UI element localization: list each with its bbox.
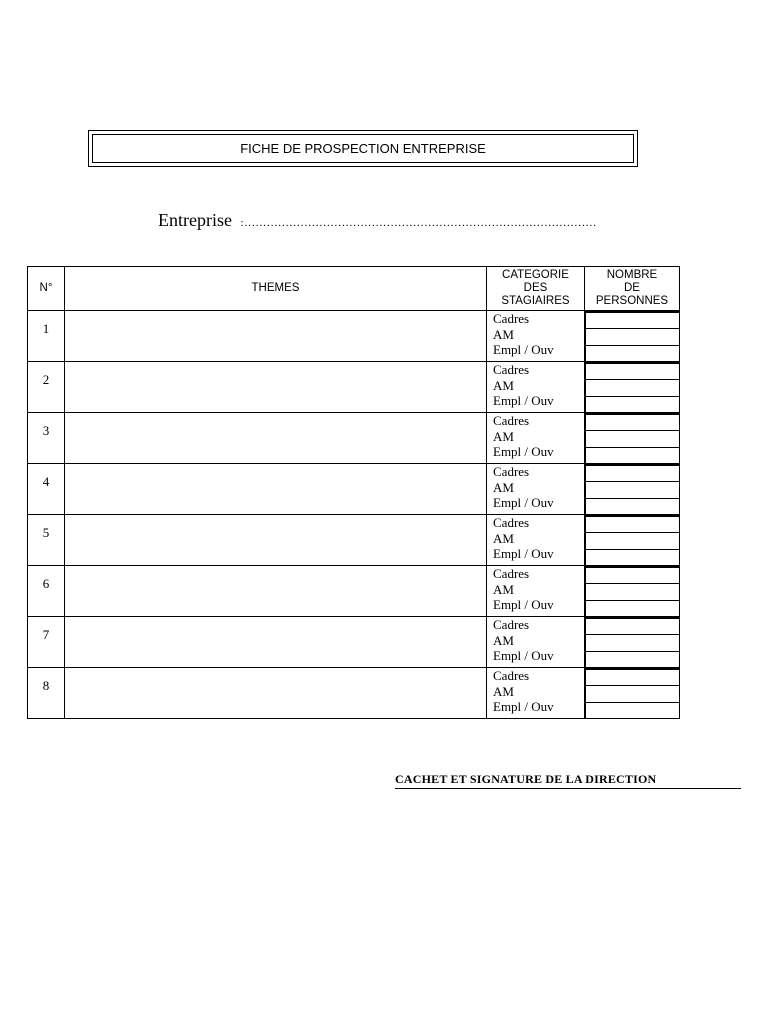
theme-cell[interactable] [65,413,487,464]
company-label: Entreprise [158,210,232,230]
table-row [28,668,680,719]
prospection-table [27,266,680,719]
count-input-cell[interactable] [585,329,679,345]
count-input-cell[interactable] [585,413,679,431]
table-row [28,311,680,362]
count-input-cell[interactable] [585,566,679,584]
count-input-cell[interactable] [585,499,679,514]
category-label: Empl / Ouv [493,444,554,459]
category-label: Empl / Ouv [493,495,554,510]
count-input-cell[interactable] [585,601,679,616]
table-header-row [28,267,680,311]
count-input-cell[interactable] [585,346,679,361]
category-label: AM [493,428,514,444]
table-row [28,413,680,464]
row-number-cell [28,617,65,668]
theme-cell[interactable] [65,464,487,515]
category-label: Cadres [493,311,530,326]
count-box [585,413,679,463]
category-cell [487,413,585,464]
category-cell [487,515,585,566]
signature-label: CACHET ET SIGNATURE DE LA DIRECTION [395,772,741,789]
category-label: Cadres [493,413,530,428]
theme-cell[interactable] [65,362,487,413]
theme-cell[interactable] [65,617,487,668]
count-box [585,311,679,361]
count-input-cell[interactable] [585,617,679,635]
category-label: AM [493,632,514,648]
header-count [585,267,680,311]
count-input-cell[interactable] [585,448,679,463]
count-input-cell[interactable] [585,668,679,686]
row-number-cell [28,362,65,413]
theme-cell[interactable] [65,668,487,719]
count-input-cell[interactable] [585,584,679,600]
count-cell [585,413,680,464]
category-label: Empl / Ouv [493,648,554,663]
row-number: 6 [42,576,50,591]
row-number: 7 [42,627,50,642]
count-input-cell[interactable] [585,464,679,482]
count-cell [585,668,680,719]
title-box [88,130,638,167]
row-number: 2 [42,372,50,387]
row-number: 3 [42,423,50,438]
row-number-cell [28,311,65,362]
count-box [585,617,679,667]
count-input-cell[interactable] [585,652,679,667]
category-cell [487,617,585,668]
category-label: AM [493,479,514,495]
category-label: Cadres [493,464,530,479]
count-input-cell[interactable] [585,397,679,412]
count-cell [585,362,680,413]
header-count-line: NOMBRE [606,269,658,281]
count-box [585,464,679,514]
count-box [585,515,679,565]
count-cell [585,464,680,515]
theme-cell[interactable] [65,566,487,617]
row-number-cell [28,464,65,515]
count-input-cell[interactable] [585,515,679,533]
category-label: Cadres [493,515,530,530]
count-input-cell[interactable] [585,362,679,380]
category-label: AM [493,581,514,597]
category-label: Empl / Ouv [493,546,554,561]
category-label: Empl / Ouv [493,597,554,612]
count-cell [585,566,680,617]
count-input-cell[interactable] [585,482,679,498]
header-category-line: DES [523,282,548,294]
category-label: AM [493,683,514,699]
count-cell [585,515,680,566]
row-number: 5 [42,525,50,540]
count-box [585,362,679,412]
theme-cell[interactable] [65,515,487,566]
company-dotted-line: :.............................................................................................. [240,217,598,229]
count-cell [585,617,680,668]
document-title: FICHE DE PROSPECTION ENTREPRISE [92,134,634,163]
header-count-line: DE [624,282,640,294]
category-label: Empl / Ouv [493,699,554,714]
count-input-cell[interactable] [585,550,679,565]
header-num: N° [28,267,65,311]
count-cell [585,311,680,362]
header-themes: THEMES [65,267,487,311]
category-cell [487,566,585,617]
count-box [585,566,679,616]
category-cell [487,464,585,515]
category-label: Cadres [493,617,530,632]
header-category-line: STAGIAIRES [501,295,570,307]
row-number: 1 [42,321,50,336]
category-label: AM [493,326,514,342]
header-category-line: CATEGORIE [502,269,569,281]
header-category [487,267,585,311]
category-label: Cadres [493,362,530,377]
table-row [28,515,680,566]
category-label: Cadres [493,668,530,683]
count-input-cell[interactable] [585,686,679,702]
count-input-cell[interactable] [585,703,679,718]
category-label: Empl / Ouv [493,342,554,357]
count-box [585,668,679,718]
table-row [28,464,680,515]
count-input-cell[interactable] [585,311,679,329]
category-cell [487,311,585,362]
count-input-cell[interactable] [585,533,679,549]
row-number-cell [28,515,65,566]
row-number: 4 [42,474,50,489]
count-input-cell[interactable] [585,431,679,447]
company-field [158,210,597,231]
row-number-cell [28,566,65,617]
count-input-cell[interactable] [585,635,679,651]
category-label: AM [493,377,514,393]
category-cell [487,668,585,719]
theme-cell[interactable] [65,311,487,362]
category-label: Empl / Ouv [493,393,554,408]
category-label: Cadres [493,566,530,581]
category-cell [487,362,585,413]
row-number-cell [28,413,65,464]
count-input-cell[interactable] [585,380,679,396]
table-row [28,617,680,668]
table-row [28,566,680,617]
header-count-line: PERSONNES [595,295,669,307]
row-number-cell [28,668,65,719]
category-label: AM [493,530,514,546]
table-row [28,362,680,413]
row-number: 8 [42,678,50,693]
